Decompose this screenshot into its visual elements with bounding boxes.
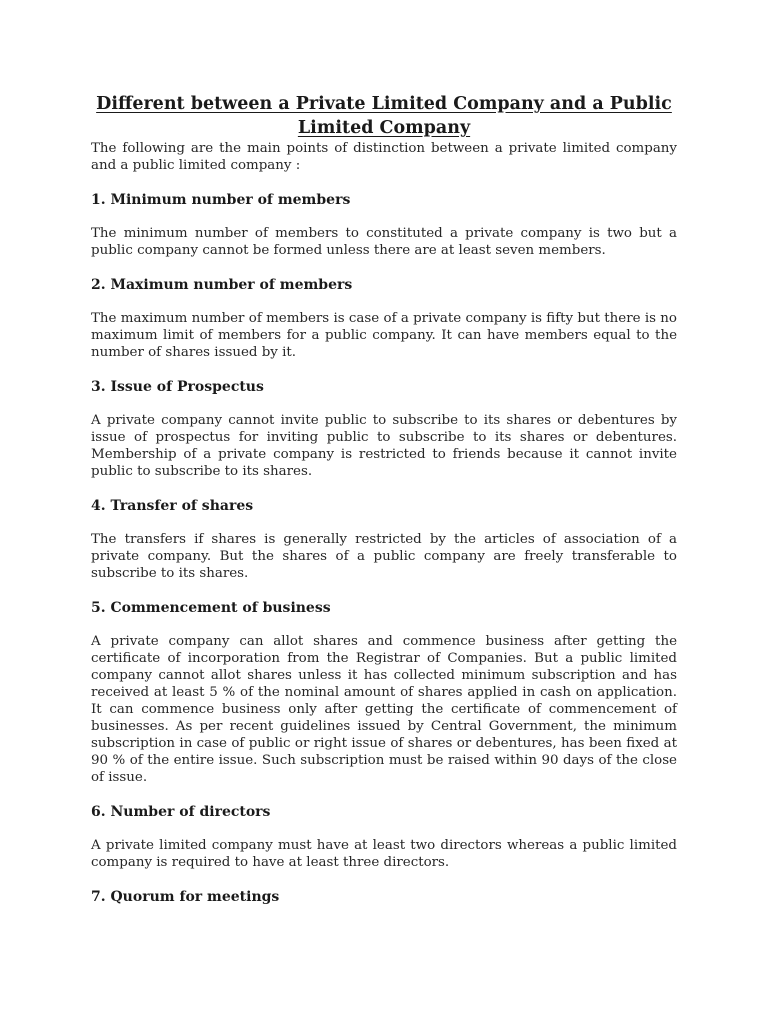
section-heading: 6. Number of directors [91, 804, 271, 820]
section-heading: 5. Commencement of business [91, 600, 331, 616]
section-paragraph: The transfers if shares is generally restricted by the articles of association of a private company. But the shares of a public company are freely transferable to subscribe to its shares. [91, 532, 677, 581]
section-paragraph: A private limited company must have at least two directors whereas a public limited company is required to have at least three directors. [91, 838, 677, 870]
section-heading: 4. Transfer of shares [91, 498, 254, 514]
section-heading: 2. Maximum number of members [91, 277, 353, 293]
section-commencement-of-business [91, 599, 677, 786]
section-heading: 7. Quorum for meetings [91, 889, 280, 905]
document-title: Different between a Private Limited Company and a Public Limited Company [96, 94, 672, 138]
section-maximum-members [91, 276, 677, 361]
section-heading: 1. Minimum number of members [91, 192, 351, 208]
section-number-of-directors [91, 803, 677, 871]
section-minimum-members [91, 191, 677, 259]
section-heading: 3. Issue of Prospectus [91, 379, 264, 395]
intro-paragraph: The following are the main points of distinction between a private limited company and a public limited company : [91, 141, 677, 173]
section-issue-of-prospectus [91, 378, 677, 480]
section-paragraph: A private company cannot invite public to subscribe to its shares or debentures by issue of prospectus for inviting public to subscribe to its shares or debentures. Membership of a private company is restricted to friends because it cannot invite public to subscribe to its shares. [91, 413, 677, 479]
section-paragraph: A private company can allot shares and commence business after getting the certificate of incorporation from the Registrar of Companies. But a public limited company cannot allot shares unless it has collected minimum subscription and has received at least 5 % of the nominal amount of shares applied in cash on application. It can commence business only after getting the certificate of commencement of businesses. As per recent guidelines issued by Central Government, the minimum subscription in case of public or right issue of shares or debentures, has been fixed at 90 % of the entire issue. Such subscription must be raised within 90 days of the close of issue. [91, 634, 677, 785]
section-paragraph: The minimum number of members to constituted a private company is two but a public company cannot be formed unless there are at least seven members. [91, 226, 677, 258]
section-paragraph: The maximum number of members is case of a private company is fifty but there is no maximum limit of members for a public company. It can have members equal to the number of shares issued by it. [91, 311, 677, 360]
section-transfer-of-shares [91, 497, 677, 582]
section-quorum-for-meetings [91, 888, 677, 906]
